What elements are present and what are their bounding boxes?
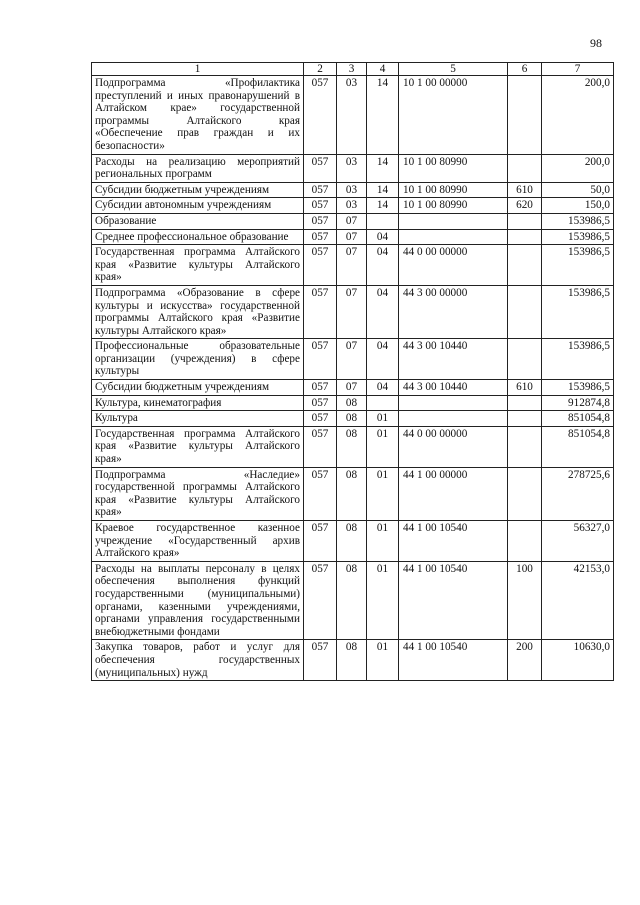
- row-expense-type-cell: [508, 426, 542, 467]
- row-subsection-cell: 14: [367, 154, 399, 182]
- row-code-cell: 057: [304, 245, 337, 286]
- row-code-cell: 057: [304, 229, 337, 245]
- row-code-cell: 057: [304, 426, 337, 467]
- row-expense-type-cell: [508, 213, 542, 229]
- table-row: [92, 182, 614, 198]
- table-row: [92, 395, 614, 411]
- budget-table: [91, 62, 614, 681]
- row-section-cell: 07: [337, 380, 367, 396]
- row-expense-type-cell: [508, 521, 542, 562]
- row-amount-cell: 278725,6: [542, 467, 614, 520]
- row-amount-cell: 56327,0: [542, 521, 614, 562]
- row-subsection-cell: 14: [367, 182, 399, 198]
- row-name-cell: Закупка товаров, работ и услуг для обеспечения государственных (муниципальных) нужд: [92, 640, 304, 681]
- column-header: 1: [92, 63, 304, 76]
- row-name-cell: Расходы на реализацию мероприятий региональных программ: [92, 154, 304, 182]
- row-section-cell: 08: [337, 411, 367, 427]
- row-code-cell: 057: [304, 411, 337, 427]
- row-expense-type-cell: [508, 395, 542, 411]
- row-code-cell: 057: [304, 640, 337, 681]
- row-code-cell: 057: [304, 380, 337, 396]
- row-section-cell: 08: [337, 521, 367, 562]
- row-section-cell: 07: [337, 339, 367, 380]
- row-expense-type-cell: 620: [508, 198, 542, 214]
- row-name-cell: Подпрограмма «Образование в сфере культуры и искусства» государственной программы Алтайского края «Развитие культуры Алтайского края»: [92, 285, 304, 338]
- row-code-cell: 057: [304, 213, 337, 229]
- row-subsection-cell: 01: [367, 561, 399, 640]
- table-row: [92, 380, 614, 396]
- row-target-cell: [399, 229, 508, 245]
- row-target-cell: 10 1 00 00000: [399, 76, 508, 155]
- row-target-cell: [399, 411, 508, 427]
- row-section-cell: 03: [337, 182, 367, 198]
- row-name-cell: Расходы на выплаты персоналу в целях обеспечения выполнения функций государственными (муниципальными) органами, казенными учреждениями, органами управления государственными внебюджетными фондами: [92, 561, 304, 640]
- row-expense-type-cell: 100: [508, 561, 542, 640]
- row-target-cell: 44 1 00 10540: [399, 640, 508, 681]
- row-expense-type-cell: [508, 411, 542, 427]
- row-expense-type-cell: [508, 245, 542, 286]
- row-code-cell: 057: [304, 467, 337, 520]
- row-name-cell: Среднее профессиональное образование: [92, 229, 304, 245]
- table-row: [92, 285, 614, 338]
- row-code-cell: 057: [304, 198, 337, 214]
- row-amount-cell: 153986,5: [542, 213, 614, 229]
- table-row: [92, 339, 614, 380]
- row-subsection-cell: 14: [367, 198, 399, 214]
- row-name-cell: Субсидии бюджетным учреждениям: [92, 380, 304, 396]
- row-target-cell: 44 3 00 00000: [399, 285, 508, 338]
- row-subsection-cell: [367, 213, 399, 229]
- table-row: [92, 245, 614, 286]
- row-code-cell: 057: [304, 339, 337, 380]
- row-name-cell: Государственная программа Алтайского края «Развитие культуры Алтайского края»: [92, 426, 304, 467]
- row-target-cell: 44 1 00 10540: [399, 561, 508, 640]
- row-section-cell: 07: [337, 213, 367, 229]
- row-target-cell: 44 0 00 00000: [399, 426, 508, 467]
- row-target-cell: 44 3 00 10440: [399, 339, 508, 380]
- row-expense-type-cell: 610: [508, 380, 542, 396]
- row-section-cell: 03: [337, 76, 367, 155]
- row-name-cell: Профессиональные образовательные организации (учреждения) в сфере культуры: [92, 339, 304, 380]
- row-code-cell: 057: [304, 76, 337, 155]
- row-amount-cell: 200,0: [542, 76, 614, 155]
- table-row: [92, 76, 614, 155]
- row-amount-cell: 153986,5: [542, 339, 614, 380]
- row-amount-cell: 42153,0: [542, 561, 614, 640]
- row-expense-type-cell: [508, 76, 542, 155]
- row-section-cell: 08: [337, 640, 367, 681]
- row-subsection-cell: 01: [367, 467, 399, 520]
- row-expense-type-cell: 610: [508, 182, 542, 198]
- table-row: [92, 229, 614, 245]
- row-amount-cell: 851054,8: [542, 411, 614, 427]
- row-subsection-cell: 01: [367, 426, 399, 467]
- row-name-cell: Субсидии автономным учреждениям: [92, 198, 304, 214]
- row-section-cell: 08: [337, 467, 367, 520]
- table-row: [92, 198, 614, 214]
- row-amount-cell: 200,0: [542, 154, 614, 182]
- row-subsection-cell: 01: [367, 640, 399, 681]
- row-section-cell: 07: [337, 285, 367, 338]
- row-target-cell: [399, 213, 508, 229]
- row-amount-cell: 153986,5: [542, 229, 614, 245]
- row-code-cell: 057: [304, 561, 337, 640]
- row-code-cell: 057: [304, 182, 337, 198]
- row-expense-type-cell: [508, 285, 542, 338]
- row-section-cell: 08: [337, 561, 367, 640]
- row-expense-type-cell: [508, 154, 542, 182]
- row-amount-cell: 50,0: [542, 182, 614, 198]
- row-code-cell: 057: [304, 395, 337, 411]
- row-subsection-cell: 04: [367, 285, 399, 338]
- row-code-cell: 057: [304, 285, 337, 338]
- row-subsection-cell: 01: [367, 411, 399, 427]
- row-section-cell: 03: [337, 198, 367, 214]
- row-name-cell: Краевое государственное казенное учреждение «Государственный архив Алтайского края»: [92, 521, 304, 562]
- row-section-cell: 07: [337, 245, 367, 286]
- row-name-cell: Субсидии бюджетным учреждениям: [92, 182, 304, 198]
- row-section-cell: 08: [337, 426, 367, 467]
- row-code-cell: 057: [304, 521, 337, 562]
- table-row: [92, 411, 614, 427]
- row-expense-type-cell: [508, 339, 542, 380]
- table-header-row: [92, 63, 614, 76]
- row-subsection-cell: 04: [367, 380, 399, 396]
- row-subsection-cell: 04: [367, 229, 399, 245]
- row-target-cell: 10 1 00 80990: [399, 182, 508, 198]
- row-name-cell: Государственная программа Алтайского края «Развитие культуры Алтайского края»: [92, 245, 304, 286]
- row-section-cell: 08: [337, 395, 367, 411]
- column-header: 2: [304, 63, 337, 76]
- row-target-cell: 10 1 00 80990: [399, 154, 508, 182]
- row-section-cell: 03: [337, 154, 367, 182]
- column-header: 5: [399, 63, 508, 76]
- table-row: [92, 561, 614, 640]
- row-target-cell: 44 1 00 00000: [399, 467, 508, 520]
- column-header: 4: [367, 63, 399, 76]
- row-amount-cell: 851054,8: [542, 426, 614, 467]
- table-row: [92, 426, 614, 467]
- row-name-cell: Подпрограмма «Наследие» государственной программы Алтайского края «Развитие культуры Алтайского края»: [92, 467, 304, 520]
- row-expense-type-cell: [508, 229, 542, 245]
- row-amount-cell: 153986,5: [542, 285, 614, 338]
- row-name-cell: Образование: [92, 213, 304, 229]
- row-section-cell: 07: [337, 229, 367, 245]
- row-name-cell: Культура, кинематография: [92, 395, 304, 411]
- row-target-cell: 44 3 00 10440: [399, 380, 508, 396]
- row-expense-type-cell: [508, 467, 542, 520]
- row-amount-cell: 912874,8: [542, 395, 614, 411]
- row-subsection-cell: 14: [367, 76, 399, 155]
- row-code-cell: 057: [304, 154, 337, 182]
- row-name-cell: Подпрограмма «Профилактика преступлений и иных правонарушений в Алтайском крае» государственной программы Алтайского края «Обеспечение прав граждан и их безопасности»: [92, 76, 304, 155]
- page-number: 98: [590, 36, 602, 50]
- row-name-cell: Культура: [92, 411, 304, 427]
- row-subsection-cell: 04: [367, 245, 399, 286]
- row-target-cell: 10 1 00 80990: [399, 198, 508, 214]
- row-target-cell: [399, 395, 508, 411]
- table-row: [92, 213, 614, 229]
- column-header: 3: [337, 63, 367, 76]
- row-subsection-cell: 04: [367, 339, 399, 380]
- row-target-cell: 44 1 00 10540: [399, 521, 508, 562]
- table-row: [92, 640, 614, 681]
- table-row: [92, 521, 614, 562]
- row-amount-cell: 10630,0: [542, 640, 614, 681]
- row-amount-cell: 153986,5: [542, 380, 614, 396]
- row-target-cell: 44 0 00 00000: [399, 245, 508, 286]
- row-subsection-cell: [367, 395, 399, 411]
- column-header: 7: [542, 63, 614, 76]
- row-amount-cell: 153986,5: [542, 245, 614, 286]
- table-row: [92, 467, 614, 520]
- row-subsection-cell: 01: [367, 521, 399, 562]
- row-amount-cell: 150,0: [542, 198, 614, 214]
- table-row: [92, 154, 614, 182]
- row-expense-type-cell: 200: [508, 640, 542, 681]
- column-header: 6: [508, 63, 542, 76]
